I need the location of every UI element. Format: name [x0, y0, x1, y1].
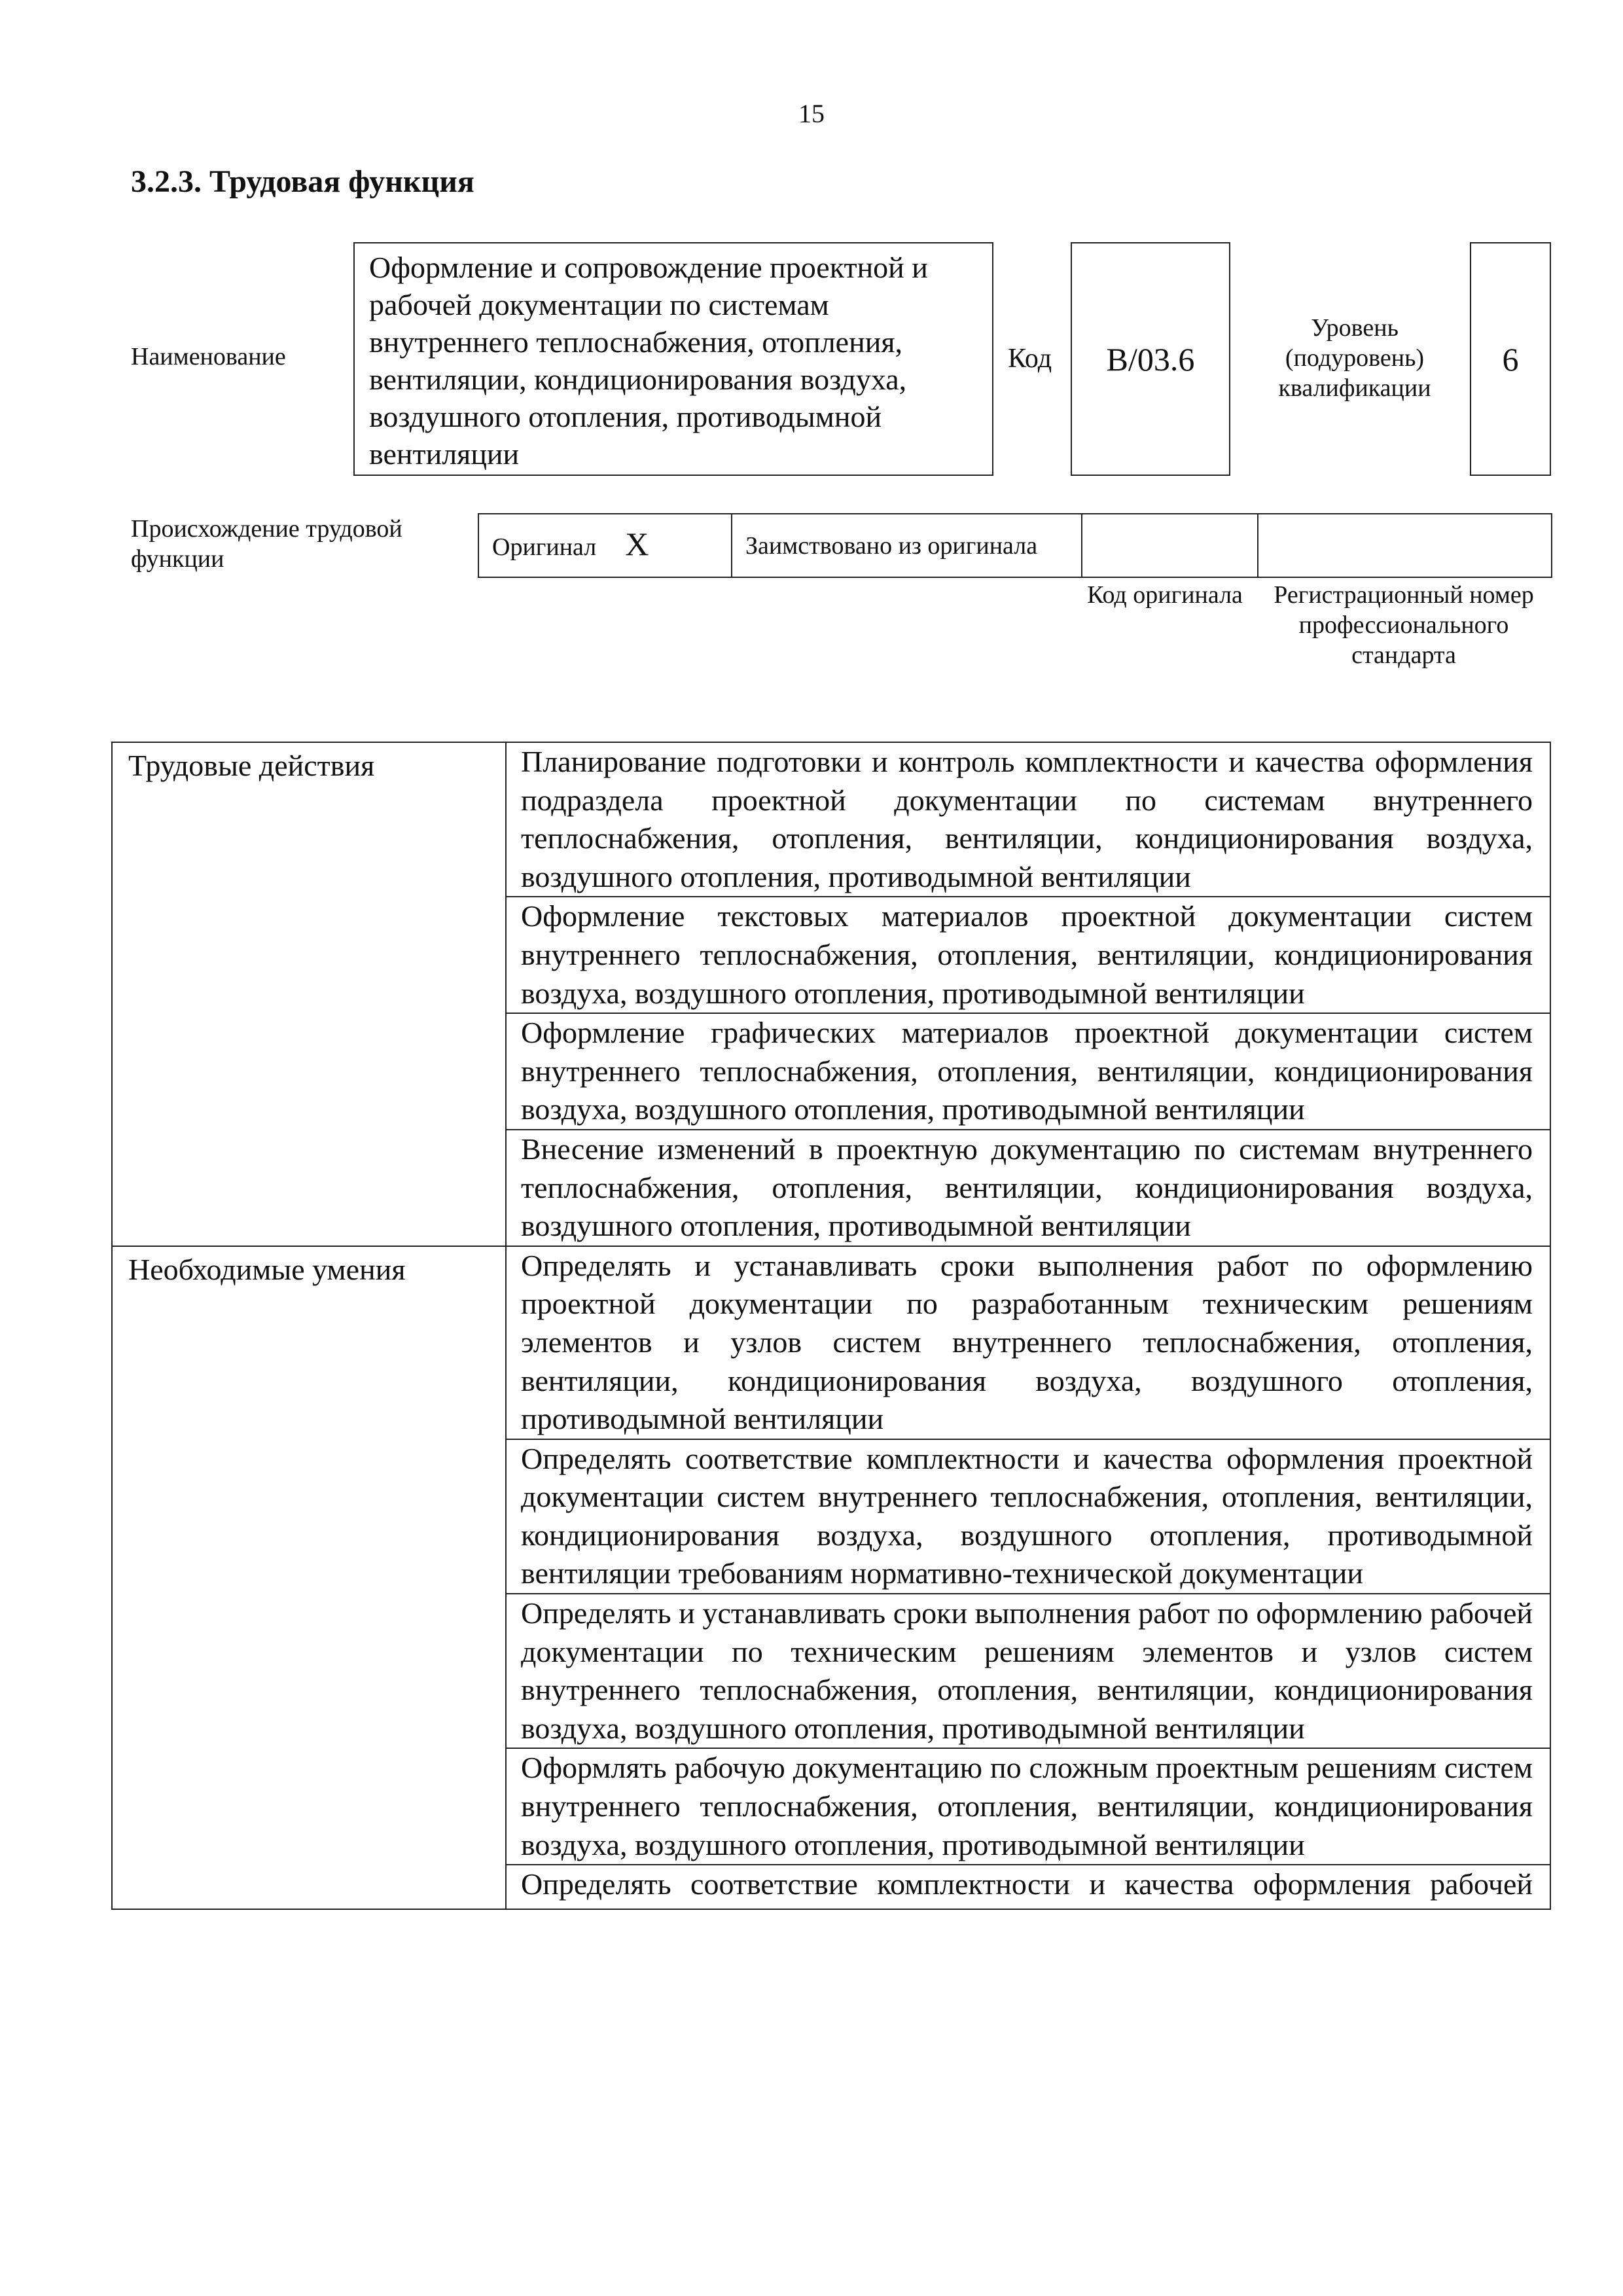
labor-action-item: Планирование подготовки и контроль комплектности и качества оформления подраздела проектной документации по системам внутреннего теплоснабжения, отопления, вентиляции, кондиционирования воздуха, воздушного отопления, противодымной вентиляции: [506, 742, 1550, 897]
origin-label: Происхождение трудовой функции: [131, 515, 402, 573]
origin-original-cell: [478, 514, 732, 577]
code-label: Код: [1008, 344, 1052, 374]
table-row: [112, 742, 1550, 897]
origin-borrowed-label: Заимствовано из оригинала: [732, 514, 1082, 577]
name-label: Наименование: [131, 343, 286, 370]
origin-original-label: Оригинал: [492, 533, 597, 561]
code-value: B/03.6: [1071, 242, 1230, 476]
origin-reg-cell: [1258, 514, 1552, 577]
functions-table: [111, 742, 1551, 1910]
labor-action-item: Оформление текстовых материалов проектной документации систем внутреннего теплоснабжения, отопления, вентиляции, кондиционирования воздуха, воздушного отопления, противодымной вентиляции: [506, 897, 1550, 1013]
labor-actions-label: Трудовые действия: [112, 742, 506, 1246]
skill-item: Определять и устанавливать сроки выполнения работ по оформлению проектной документации по разработанным техническим решениям элементов и узлов систем внутреннего теплоснабжения, отопления, вентиляции, кондиционирования воздуха, воздушного отопления, противодымной вентиляции: [506, 1246, 1550, 1439]
level-label: Уровень (подуровень) квалификации: [1278, 314, 1431, 402]
level-value: 6: [1470, 242, 1551, 476]
table-row: [112, 1246, 1550, 1439]
page-number: 15: [798, 99, 825, 128]
skill-item: Определять соответствие комплектности и качества оформления рабочей: [506, 1865, 1550, 1909]
skill-item: Определять и устанавливать сроки выполнения работ по оформлению рабочей документации по техническим решениям элементов и узлов систем внутреннего теплоснабжения, отопления, вентиляции, кондиционирования воздуха, воздушного отопления, противодымной вентиляции: [506, 1594, 1550, 1748]
function-name-box: Оформление и сопровождение проектной и рабочей документации по системам внутреннего теплоснабжения, отопления, вентиляции, кондиционирования воздуха, воздушного отопления, противодымной вентиляции: [353, 242, 993, 476]
section-title: 3.2.3. Трудовая функция: [131, 164, 474, 199]
required-skills-label: Необходимые умения: [112, 1246, 506, 1910]
origin-code-caption: Код оригинала: [1087, 581, 1243, 609]
origin-table: [478, 513, 1552, 578]
origin-code-cell: [1082, 514, 1258, 577]
labor-action-item: Внесение изменений в проектную документацию по системам внутреннего теплоснабжения, отопления, вентиляции, кондиционирования воздуха, воздушного отопления, противодымной вентиляции: [506, 1130, 1550, 1246]
origin-reg-caption: Регистрационный номер профессионального стандарта: [1274, 581, 1534, 669]
origin-original-mark: X: [625, 526, 649, 562]
skill-item: Оформлять рабочую документацию по сложным проектным решениям систем внутреннего теплоснабжения, отопления, вентиляции, кондиционирования воздуха, воздушного отопления, противодымной вентиляции: [506, 1748, 1550, 1865]
skill-item: Определять соответствие комплектности и качества оформления проектной документации систем внутреннего теплоснабжения, отопления, вентиляции, кондиционирования воздуха, воздушного отопления, противодымной вентиляции требованиям нормативно-технической документации: [506, 1439, 1550, 1594]
labor-action-item: Оформление графических материалов проектной документации систем внутреннего теплоснабжения, отопления, вентиляции, кондиционирования воздуха, воздушного отопления, противодымной вентиляции: [506, 1013, 1550, 1130]
